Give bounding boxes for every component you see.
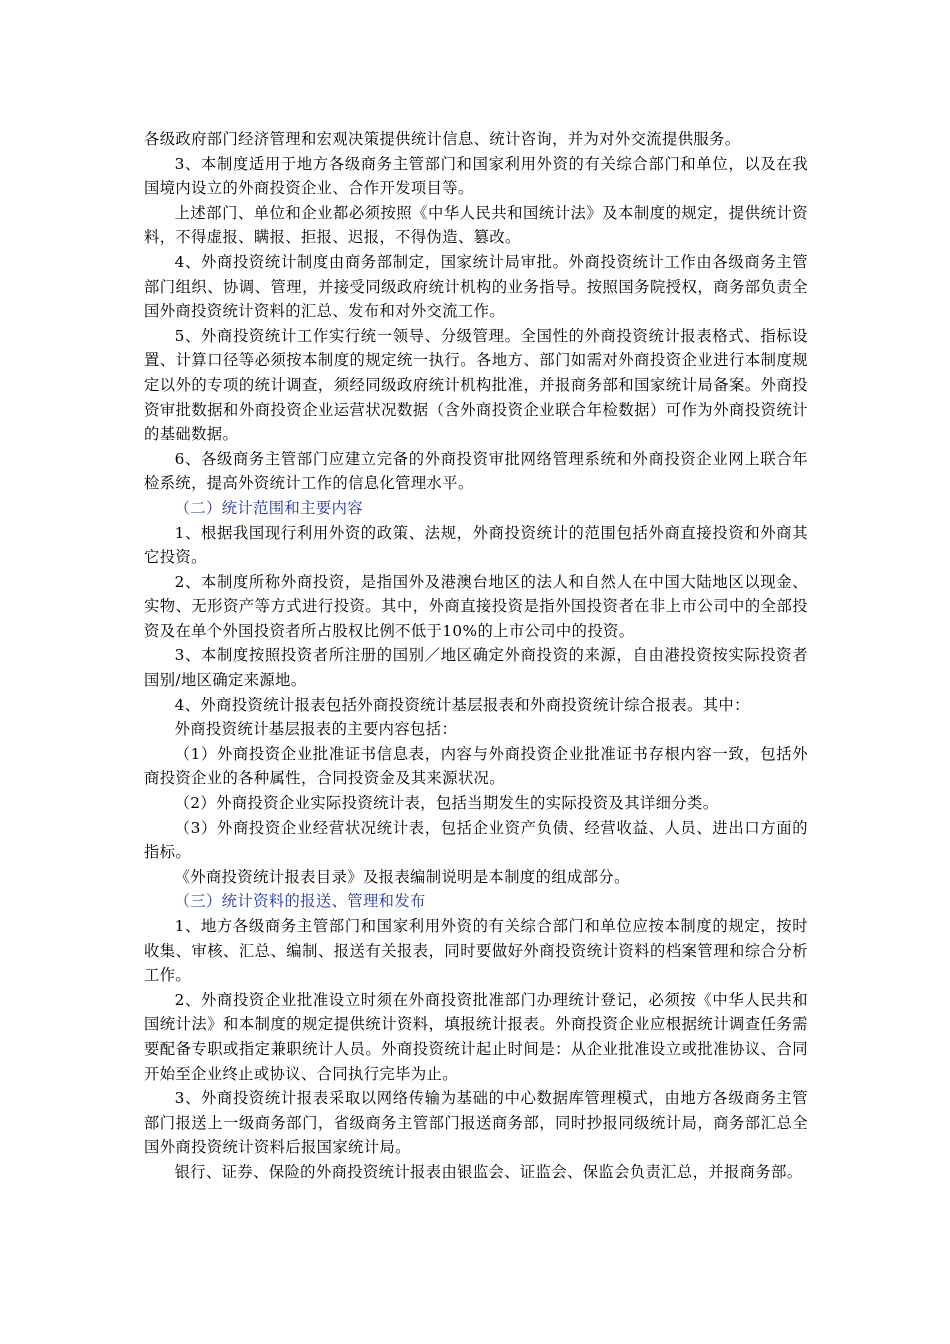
paragraph-base-report-item-2: （2）外商投资企业实际投资统计表，包括当期发生的实际投资及其详细分类。 bbox=[174, 794, 719, 813]
paragraph-intro-continuation: 各级政府部门经济管理和宏观决策提供统计信息、统计咨询，并为对外交流提供服务。 bbox=[144, 130, 741, 148]
paragraph-base-report-intro: 外商投资统计基层报表的主要内容包括： bbox=[174, 720, 458, 739]
paragraph-catalog-note: 《外商投资统计报表目录》及报表编制说明是本制度的组成部分。 bbox=[174, 867, 630, 886]
paragraph-unified-leadership: 5、外商投资统计工作实行统一领导、分级管理。全国性的外商投资统计报表格式、指标设置、计算口径等必须按本制度的规定统一执行。各地方、部门如需对外商投资企业进行本制度规定以外的专项的统计调查，须经同级政府统计机构批准，并报商务部和国家统计局备案。外商投资审批数据和外商投资企业运营状况数据（含外商投资企业联合年检数据）可作为外商投资统计的基础数据。 bbox=[144, 326, 808, 444]
document-body bbox=[144, 127, 808, 1185]
paragraph-financial-sector: 银行、证券、保险的外商投资统计报表由银监会、证监会、保监会负责汇总，并报商务部。 bbox=[174, 1162, 803, 1181]
paragraph-network-system: 6、各级商务主管部门应建立完备的外商投资审批网络管理系统和外商投资企业网上联合年检系统，提高外资统计工作的信息化管理水平。 bbox=[144, 449, 808, 493]
paragraph-system-formulation: 4、外商投资统计制度由商务部制定，国家统计局审批。外商投资统计工作由各级商务主管部门组织、协调、管理，并接受同级政府统计机构的业务指导。按照国务院授权，商务部负责全国外商投资统计资料的汇总、发布和对外交流工作。 bbox=[144, 252, 808, 321]
paragraph-scope-1: 1、根据我国现行利用外资的政策、法规，外商投资统计的范围包括外商直接投资和外商其它投资。 bbox=[144, 523, 808, 567]
paragraph-scope-3: 3、本制度按照投资者所注册的国别／地区确定外商投资的来源，自由港投资按实际投资者国别/地区确定来源地。 bbox=[144, 646, 808, 690]
paragraph-reporting-2: 2、外商投资企业批准设立时须在外商投资批准部门办理统计登记，必须按《中华人民共和国统计法》和本制度的规定提供统计资料，填报统计报表。外商投资企业应根据统计调查任务需要配备专职或指定兼职统计人员。外商投资统计起止时间是：从企业批准设立或批准协议、合同开始至企业终止或协议、合同执行完毕为止。 bbox=[144, 990, 808, 1083]
paragraph-reporting-1: 1、地方各级商务主管部门和国家利用外资的有关综合部门和单位应按本制度的规定，按时收集、审核、汇总、编制、报送有关报表，同时要做好外商投资统计资料的档案管理和综合分析工作。 bbox=[144, 917, 808, 985]
paragraph-reporting-3: 3、外商投资统计报表采取以网络传输为基础的中心数据库管理模式，由地方各级商务主管部门报送上一级商务部门，省级商务主管部门报送商务部，同时抄报同级统计局，商务部汇总全国外商投资统计资料后报国家统计局。 bbox=[144, 1089, 808, 1157]
paragraph-scope-2: 2、本制度所称外商投资，是指国外及港澳台地区的法人和自然人在中国大陆地区以现金、实物、无形资产等方式进行投资。其中，外商直接投资是指外国投资者在非上市公司中的全部投资及在单个外国投资者所占股权比例不低于10%的上市公司中的投资。 bbox=[144, 572, 808, 640]
paragraph-obligation: 上述部门、单位和企业都必须按照《中华人民共和国统计法》及本制度的规定，提供统计资料，不得虚报、瞒报、拒报、迟报，不得伪造、篡改。 bbox=[144, 203, 808, 247]
paragraph-base-report-item-1: （1）外商投资企业批准证书信息表，内容与外商投资企业批准证书存根内容一致，包括外商投资企业的各种属性，合同投资金及其来源状况。 bbox=[144, 744, 808, 788]
paragraph-base-report-item-3: （3）外商投资企业经营状况统计表，包括企业资产负债、经营收益、人员、进出口方面的指标。 bbox=[144, 818, 808, 862]
section-heading-scope: （二）统计范围和主要内容 bbox=[174, 498, 363, 517]
paragraph-scope-4: 4、外商投资统计报表包括外商投资统计基层报表和外商投资统计综合报表。其中： bbox=[174, 695, 750, 714]
section-heading-reporting: （三）统计资料的报送、管理和发布 bbox=[174, 892, 426, 911]
paragraph-scope-applicability: 3、本制度适用于地方各级商务主管部门和国家利用外资的有关综合部门和单位，以及在我国境内设立的外商投资企业、合作开发项目等。 bbox=[144, 154, 808, 198]
